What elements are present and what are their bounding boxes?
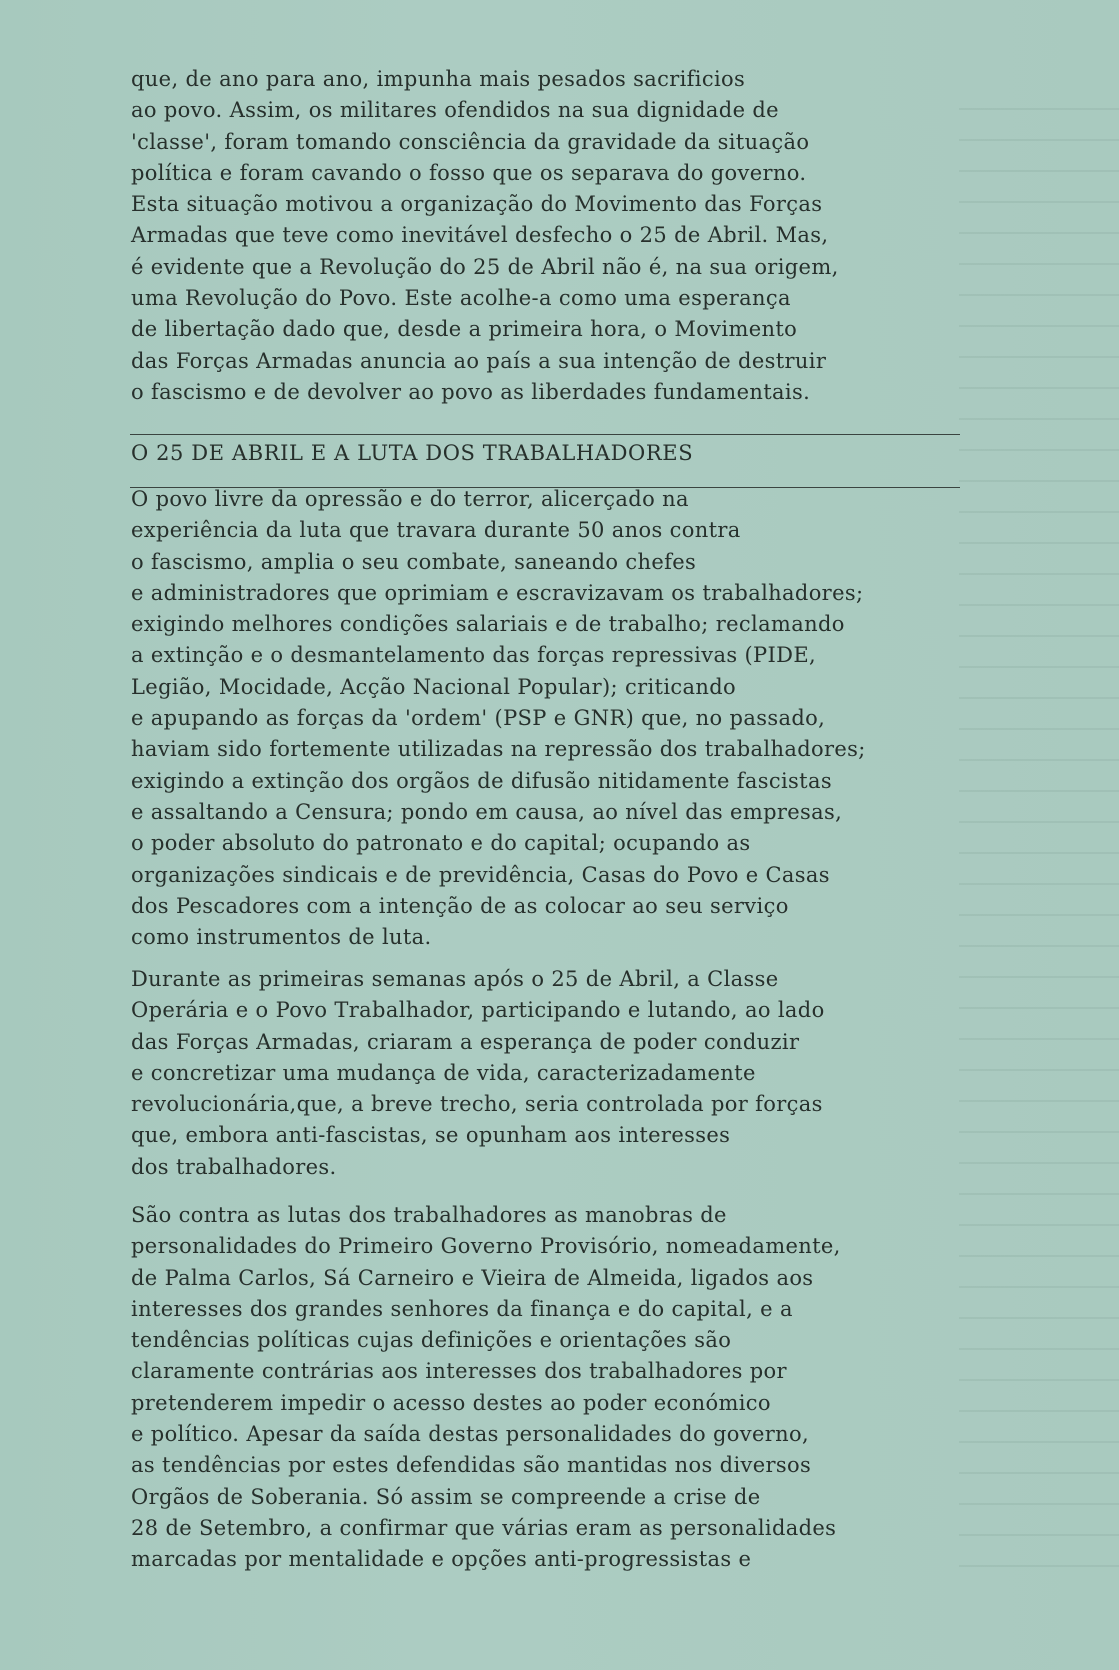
text-line: e administradores que oprimiam e escravizavam os trabalhadores;: [131, 580, 864, 605]
heading-top-rule: [130, 434, 960, 435]
text-line: exigindo melhores condições salariais e de trabalho; reclamando: [131, 612, 845, 637]
text-line: uma Revolução do Povo. Este acolhe-a como uma esperança: [131, 286, 791, 311]
text-line: personalidades do Primeiro Governo Provisório, nomeadamente,: [131, 1234, 841, 1259]
text-line: revolucionária,que, a breve trecho, seria controlada por forças: [131, 1092, 823, 1117]
text-line: haviam sido fortemente utilizadas na repressão dos trabalhadores;: [131, 737, 866, 762]
text-line: de libertação dado que, desde a primeira hora, o Movimento: [131, 317, 798, 342]
text-line: tendências políticas cujas definições e orientações são: [131, 1328, 732, 1353]
text-line: Operária e o Povo Trabalhador, participando e lutando, ao lado: [131, 998, 825, 1023]
text-line: Armadas que teve como inevitável desfecho o 25 de Abril. Mas,: [131, 223, 829, 248]
paragraph-3: [131, 964, 961, 1183]
text-line: política e foram cavando o fosso que os separava do governo.: [131, 160, 807, 185]
text-line: marcadas por mentalidade e opções anti-progressistas e: [131, 1547, 752, 1572]
text-line: das Forças Armadas anuncia ao país a sua intenção de destruir: [131, 348, 827, 373]
text-line: pretenderem impedir o acesso destes ao poder económico: [131, 1390, 771, 1415]
text-line: e político. Apesar da saída destas personalidades do governo,: [131, 1422, 810, 1447]
text-line: o fascismo e de devolver ao povo as liberdades fundamentais.: [131, 379, 811, 404]
text-line: das Forças Armadas, criaram a esperança de poder conduzir: [131, 1029, 800, 1054]
text-line: O povo livre da opressão e do terror, alicerçado na: [131, 487, 689, 511]
text-line: e concretizar uma mudança de vida, caracterizadamente: [131, 1060, 756, 1085]
paragraph-4: [131, 1200, 961, 1576]
text-line: São contra as lutas dos trabalhadores as manobras de: [131, 1203, 727, 1227]
text-line: e apupando as forças da 'ordem' (PSP e GNR) que, no passado,: [131, 706, 826, 731]
text-line: Legião, Mocidade, Acção Nacional Popular); criticando: [131, 674, 737, 699]
text-line: experiência da luta que travara durante 50 anos contra: [131, 518, 741, 543]
text-line: Esta situação motivou a organização do Movimento das Forças: [131, 192, 823, 217]
paragraph-1: [131, 64, 961, 408]
text-line: organizações sindicais e de previdência, Casas do Povo e Casas: [131, 862, 830, 887]
text-line: 'classe', foram tomando consciência da gravidade da situação: [131, 129, 810, 154]
text-line: o poder absoluto do patronato e do capital; ocupando as: [131, 831, 751, 856]
text-line: a extinção e o desmantelamento das forças repressivas (PIDE,: [131, 643, 817, 668]
text-line: exigindo a extinção dos orgãos de difusão nitidamente fascistas: [131, 768, 832, 793]
text-line: as tendências por estes defendidas são mantidas nos diversos: [131, 1453, 812, 1478]
show-through-text: [959, 90, 1119, 1590]
text-line: ao povo. Assim, os militares ofendidos na sua dignidade de: [131, 98, 779, 123]
text-line: de Palma Carlos, Sá Carneiro e Vieira de Almeida, ligados aos: [131, 1265, 814, 1290]
text-line: que, de ano para ano, impunha mais pesados sacrificios: [131, 67, 746, 91]
text-line: Orgãos de Soberania. Só assim se compreende a crise de: [131, 1484, 761, 1509]
text-line: Durante as primeiras semanas após o 25 de Abril, a Classe: [131, 967, 779, 991]
text-line: claramente contrárias aos interesses dos trabalhadores por: [131, 1359, 787, 1384]
text-line: dos Pescadores com a intenção de as colocar ao seu serviço: [131, 893, 789, 918]
text-line: e assaltando a Censura; pondo em causa, ao nível das empresas,: [131, 799, 843, 824]
text-line: o fascismo, amplia o seu combate, saneando chefes: [131, 549, 697, 574]
text-line: 28 de Setembro, a confirmar que várias eram as personalidades: [131, 1515, 837, 1540]
text-line: interesses dos grandes senhores da finança e do capital, e a: [131, 1296, 793, 1321]
section-heading: O 25 DE ABRIL E A LUTA DOS TRABALHADORES: [131, 441, 694, 465]
paragraph-2: [131, 484, 961, 953]
text-line: como instrumentos de luta.: [131, 925, 432, 950]
text-line: é evidente que a Revolução do 25 de Abril não é, na sua origem,: [131, 254, 839, 279]
text-line: dos trabalhadores.: [131, 1154, 337, 1179]
text-line: que, embora anti-fascistas, se opunham aos interesses: [131, 1123, 731, 1148]
